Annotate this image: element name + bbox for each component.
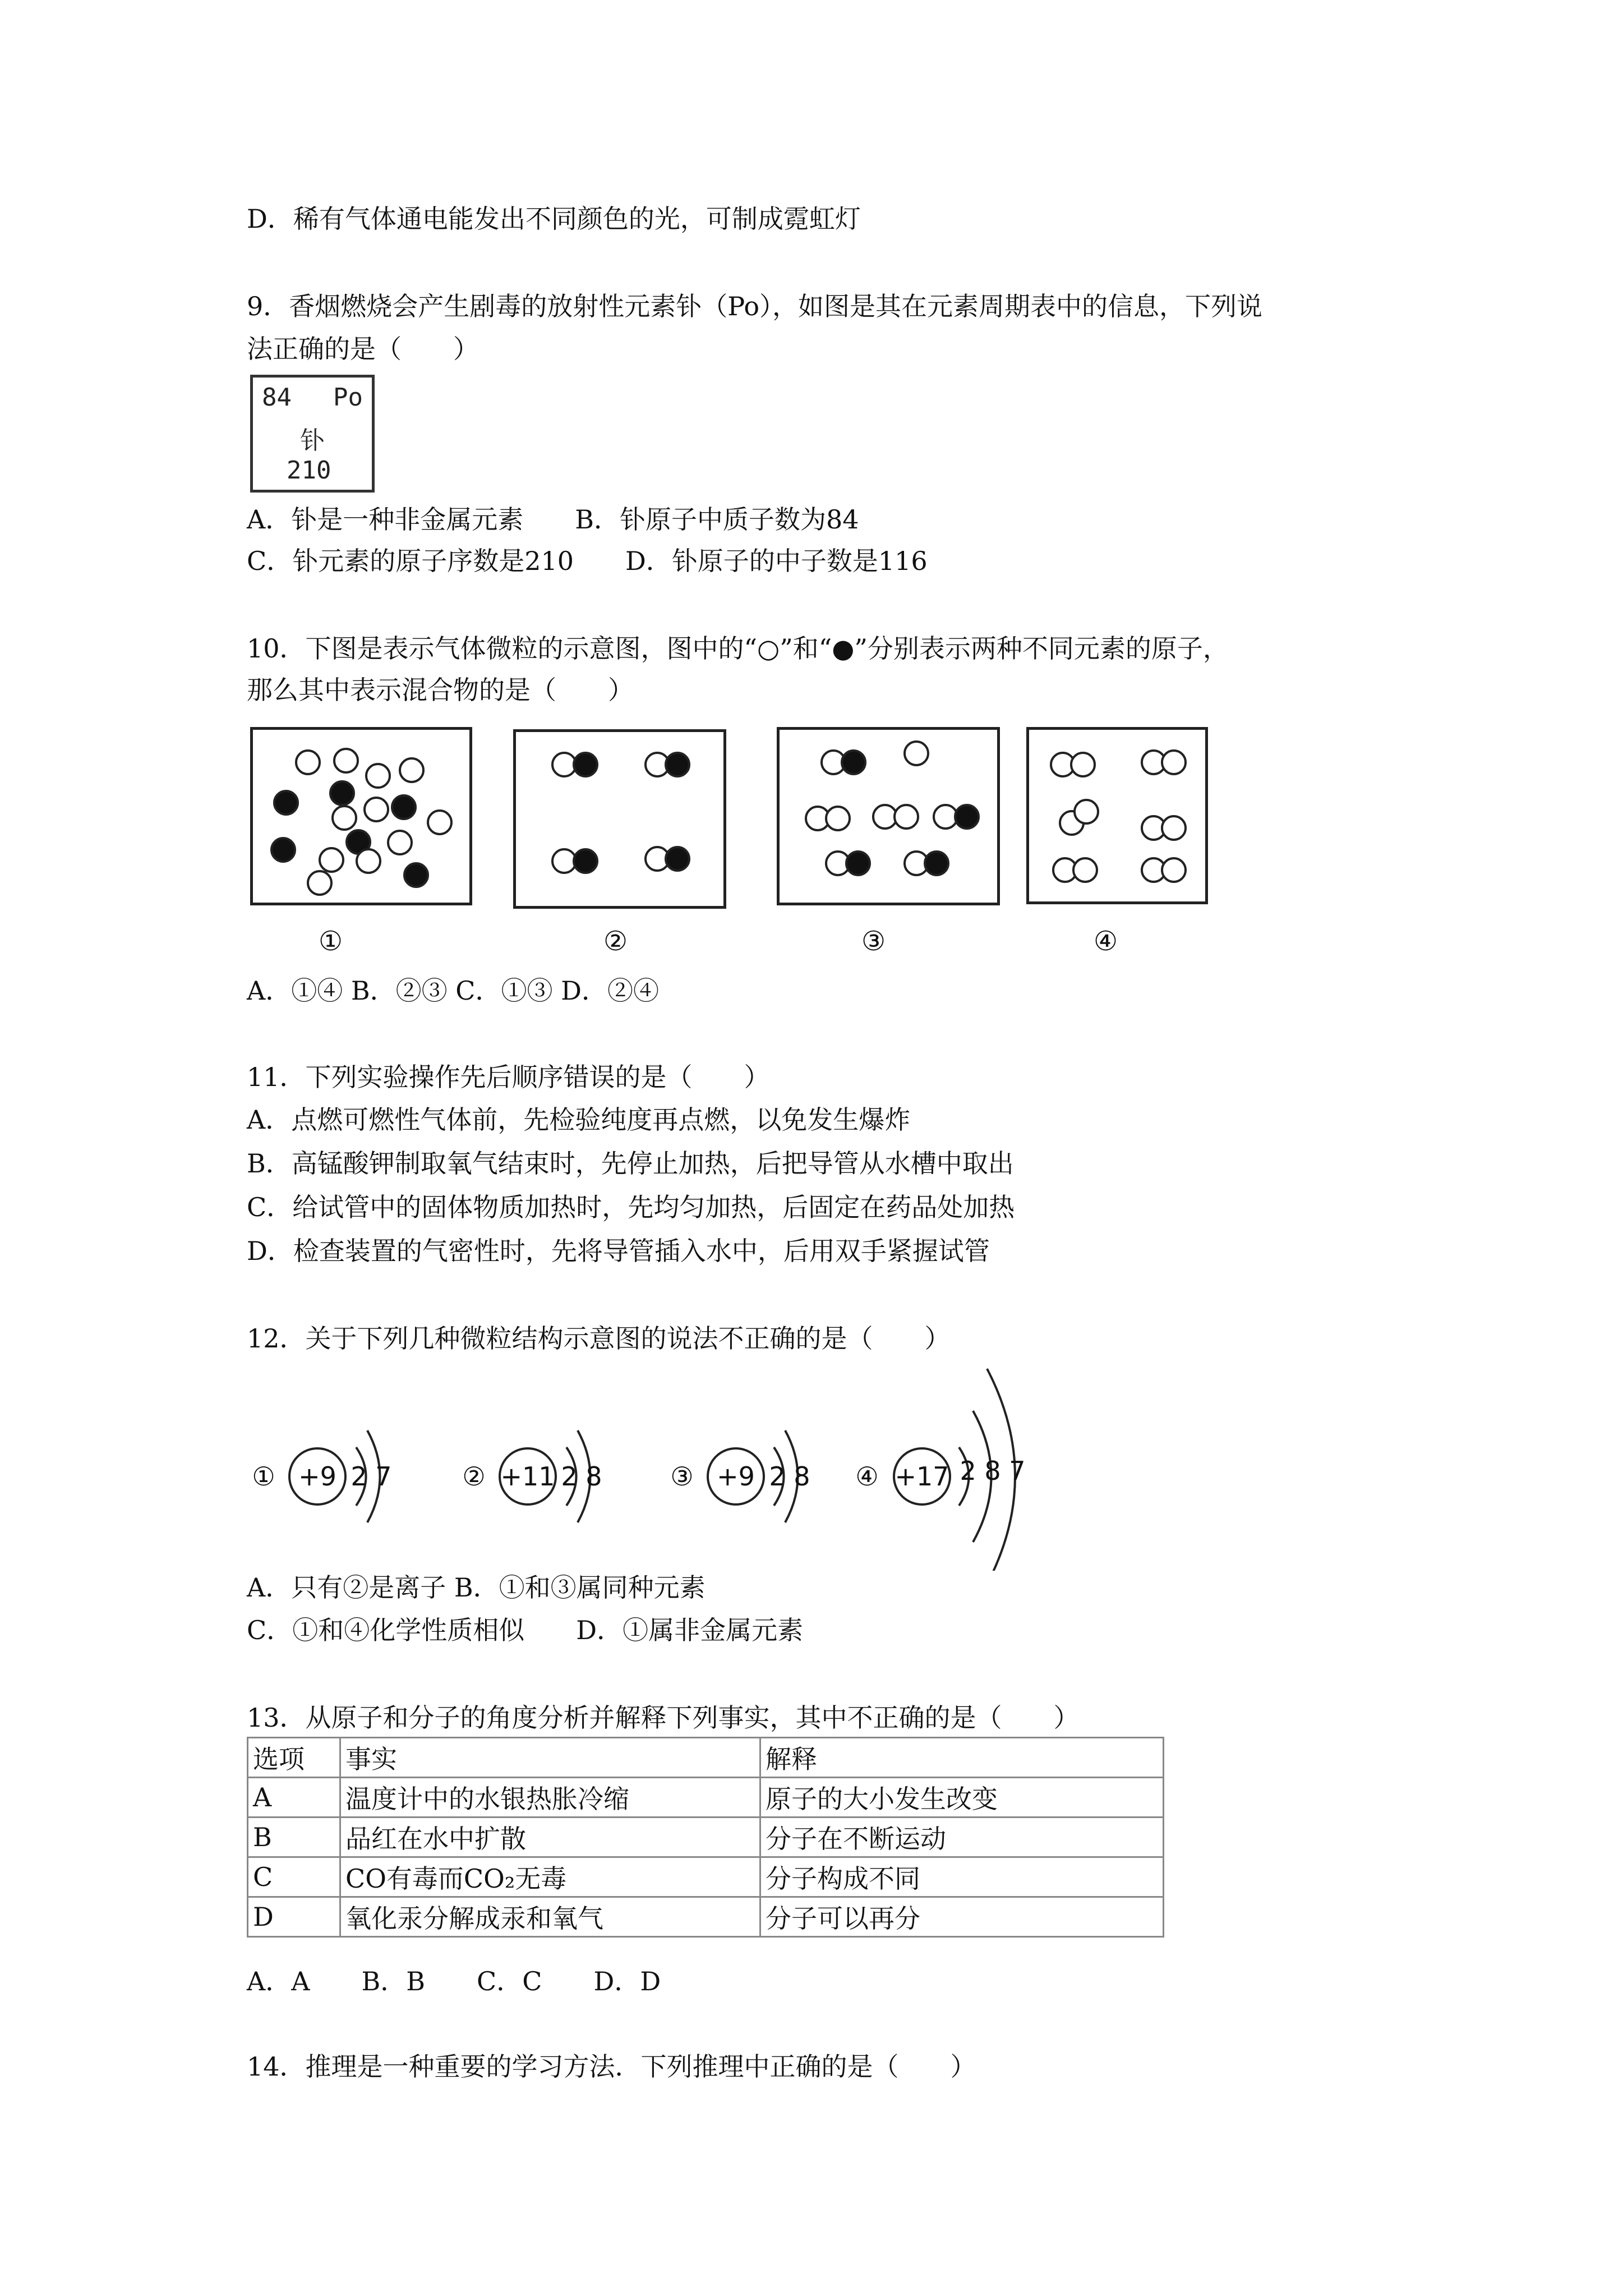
row-d-option: D <box>248 1897 340 1937</box>
q14-stem: 14．推理是一种重要的学习方法．下列推理中正确的是（ ） <box>247 2051 976 2082</box>
atom-nucleus-3: +9 <box>717 1461 755 1492</box>
q13-options: A．A B．B C．C D．D <box>247 1966 661 1996</box>
particle-diagram-3 <box>780 730 1003 908</box>
po-element-card <box>250 375 375 493</box>
q8-option-d: D．稀有气体通电能发出不同颜色的光，可制成霓虹灯 <box>247 204 861 234</box>
row-a-fact: 温度计中的水银热胀冷缩 <box>340 1778 760 1818</box>
row-b-option: B <box>248 1818 340 1857</box>
atomic-mass: 210 <box>287 456 331 485</box>
atom-label-1: ① <box>252 1461 275 1492</box>
atom-shells-3: 2 8 <box>769 1461 810 1492</box>
q9-options-line2: C．钋元素的原子序数是210 D．钋原子的中子数是116 <box>247 546 928 576</box>
row-a-explanation: 原子的大小发生改变 <box>760 1778 1164 1818</box>
row-a-option: A <box>248 1778 340 1818</box>
row-c-fact: CO有毒而CO₂无毒 <box>340 1857 760 1897</box>
q10-stem-line1: 10．下图是表示气体微粒的示意图，图中的“○”和“●”分别表示两种不同元素的原子， <box>247 633 1229 664</box>
atom-structure-diagrams <box>247 1358 1088 1571</box>
q9-stem-line1: 9．香烟燃烧会产生剧毒的放射性元素钋（Po），如图是其在元素周期表中的信息，下列说 <box>247 291 1263 321</box>
row-b-explanation: 分子在不断运动 <box>760 1818 1164 1857</box>
particle-label-2: ② <box>603 926 628 957</box>
q12-options-line1: A．只有②是离子 B．①和③属同种元素 <box>247 1572 706 1603</box>
table-row <box>248 1857 1164 1897</box>
particle-label-1: ① <box>319 926 343 957</box>
row-c-option: C <box>248 1857 340 1897</box>
row-b-fact: 品红在水中扩散 <box>340 1818 760 1857</box>
atom-label-4: ④ <box>855 1461 879 1492</box>
q12-stem: 12．关于下列几种微粒结构示意图的说法不正确的是（ ） <box>247 1323 951 1354</box>
q13-stem: 13．从原子和分子的角度分析并解释下列事实，其中不正确的是（ ） <box>247 1703 1080 1733</box>
q10-options: A．①④ B．②③ C．①③ D．②④ <box>247 976 659 1006</box>
q13-table <box>247 1737 1164 1938</box>
table-row <box>248 1778 1164 1818</box>
atomic-number: 84 <box>262 383 292 412</box>
q11-option-c: C．给试管中的固体物质加热时，先均匀加热，后固定在药品处加热 <box>247 1192 1015 1222</box>
table-header-row <box>248 1738 1164 1778</box>
atom-label-2: ② <box>462 1461 486 1492</box>
table-row <box>248 1818 1164 1857</box>
atom-nucleus-1: +9 <box>298 1461 336 1492</box>
particle-box-3 <box>777 727 1000 905</box>
particle-box-2 <box>513 729 726 909</box>
particle-diagram-2 <box>516 732 729 912</box>
element-symbol: Po <box>333 383 363 412</box>
particle-label-4: ④ <box>1094 926 1118 957</box>
q12-options-line2: C．①和④化学性质相似 D．①属非金属元素 <box>247 1615 804 1645</box>
q11-option-d: D．检查装置的气密性时，先将导管插入水中，后用双手紧握试管 <box>247 1236 990 1266</box>
q11-option-b: B．高锰酸钾制取氧气结束时，先停止加热，后把导管从水槽中取出 <box>247 1148 1014 1179</box>
atom-nucleus-4: +17 <box>895 1461 949 1492</box>
q11-option-a: A．点燃可燃性气体前，先检验纯度再点燃，以免发生爆炸 <box>247 1105 911 1135</box>
header-fact: 事实 <box>340 1738 760 1778</box>
q10-stem-line2: 那么其中表示混合物的是（ ） <box>247 675 634 705</box>
row-d-fact: 氧化汞分解成汞和氧气 <box>340 1897 760 1937</box>
atom-label-3: ③ <box>670 1461 694 1492</box>
particle-label-3: ③ <box>861 926 886 957</box>
q11-stem: 11．下列实验操作先后顺序错误的是（ ） <box>247 1062 770 1092</box>
header-option: 选项 <box>248 1738 340 1778</box>
element-name: 钋 <box>300 426 325 455</box>
atom-nucleus-2: +11 <box>500 1461 555 1492</box>
particle-box-4 <box>1026 727 1208 904</box>
particle-box-1 <box>250 727 472 905</box>
particle-diagram-4 <box>1029 730 1211 907</box>
header-explanation: 解释 <box>760 1738 1164 1778</box>
q9-options-line1: A．钋是一种非金属元素 B．钋原子中质子数为84 <box>247 504 859 535</box>
atom-shells-4: 2 8 7 <box>960 1456 1026 1486</box>
atom-shells-2: 2 8 <box>561 1461 602 1492</box>
atom-shells-1: 2 7 <box>351 1461 392 1492</box>
row-c-explanation: 分子构成不同 <box>760 1857 1164 1897</box>
table-row <box>248 1897 1164 1937</box>
q9-stem-line2: 法正确的是（ ） <box>247 334 479 364</box>
particle-diagram-1 <box>253 730 475 908</box>
row-d-explanation: 分子可以再分 <box>760 1897 1164 1937</box>
